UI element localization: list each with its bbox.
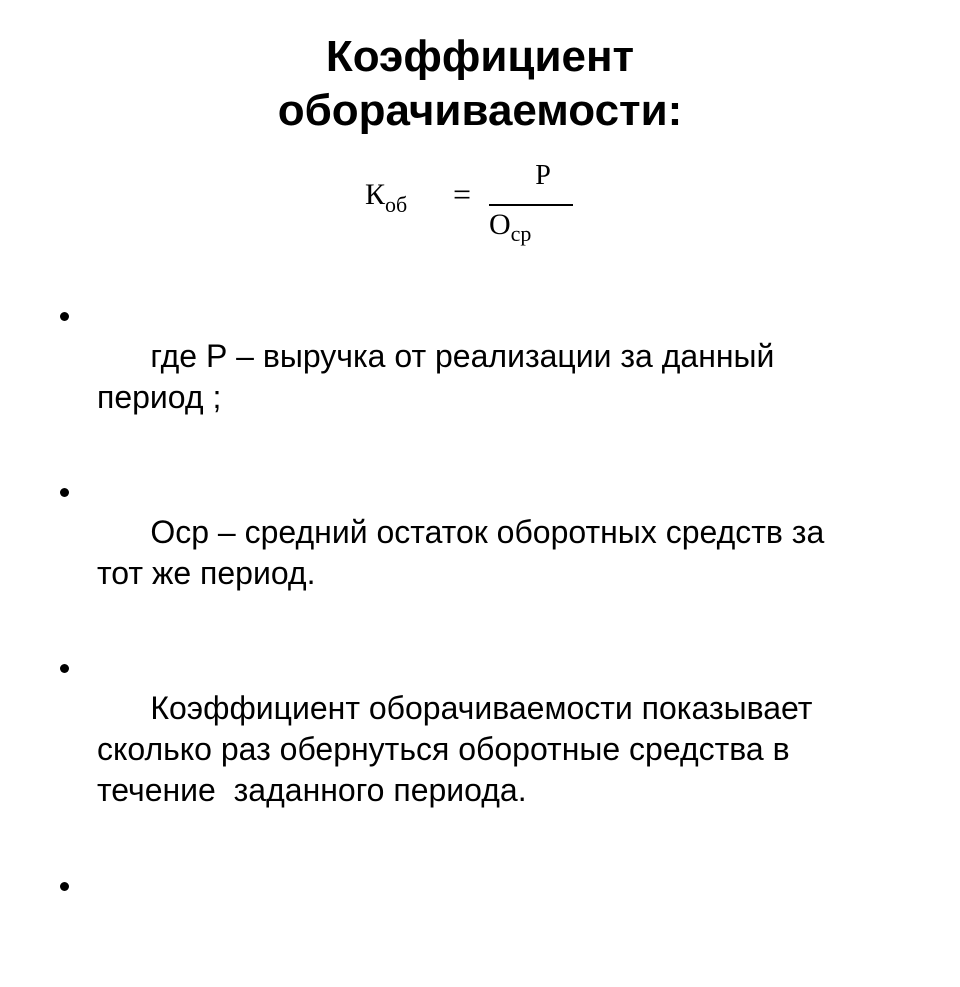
title-line-2: оборачиваемости: (277, 86, 683, 135)
formula-lhs-symbol: К (365, 178, 386, 211)
bullet-item-empty (60, 864, 930, 905)
formula-lhs (365, 178, 408, 217)
bullet-item-revenue-definition (60, 295, 930, 459)
bullet-dot-icon (60, 312, 69, 321)
formula-lhs-subscript: об (385, 192, 408, 217)
bullet-dot-icon (60, 664, 69, 673)
bullet-dot-icon (60, 882, 69, 891)
title-line-1: Коэффициент (325, 32, 635, 81)
bullet-dot-icon (60, 488, 69, 497)
bullet-text: где Р – выручка от реализации за данный период ; (97, 338, 775, 415)
formula-numerator: Р (535, 160, 551, 191)
formula-denominator-subscript: ср (510, 221, 532, 246)
formula-equals-sign: = (453, 176, 472, 212)
formula-denominator (489, 208, 532, 246)
formula-denominator-symbol: О (489, 208, 511, 241)
bullet-text: Коэффициент оборачиваемости показывает сколько раз обернуться оборотные средства в течение заданного периода. (97, 690, 813, 808)
turnover-ratio-formula (365, 160, 585, 250)
bullet-text: Оср – средний остаток оборотных средств за тот же период. (97, 514, 825, 591)
formula-fraction-bar (489, 204, 573, 206)
slide-title (0, 30, 960, 138)
bullet-item-ratio-explanation (60, 647, 930, 852)
bullet-list (60, 295, 930, 917)
bullet-item-average-balance-definition (60, 471, 930, 635)
